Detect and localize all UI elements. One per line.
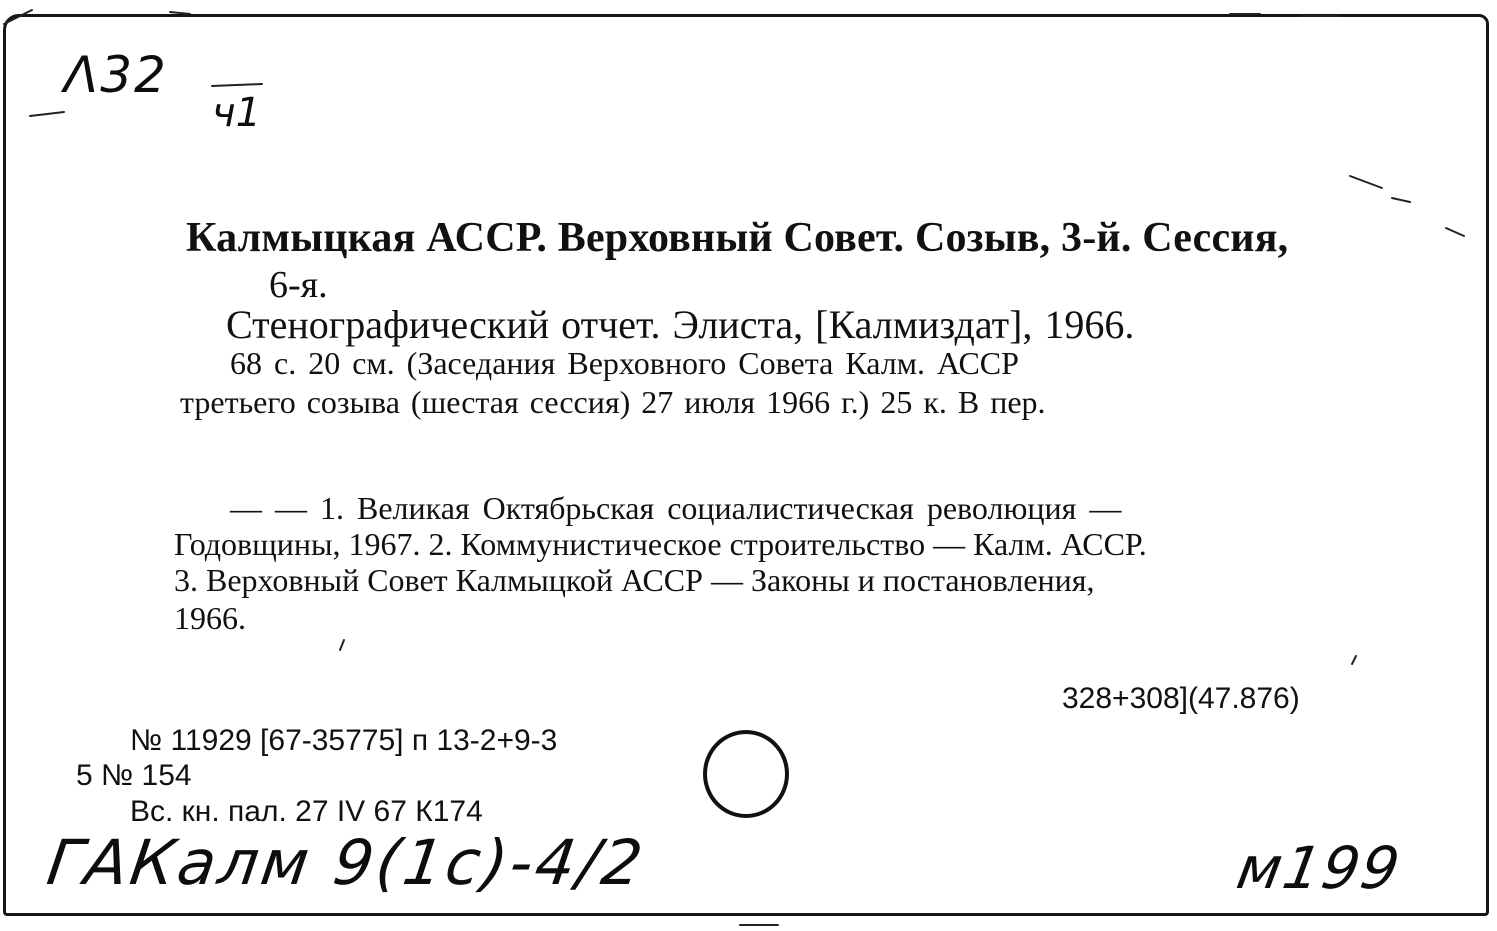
handwritten-inventory-number: м199 bbox=[1232, 834, 1407, 902]
scan-artifact-stroke bbox=[4, 10, 32, 24]
title-and-imprint: Стенографический отчет. Элиста, [Калмиздат], 1966. bbox=[226, 302, 1135, 347]
handwritten-shelf-fraction: ч1 bbox=[212, 90, 262, 136]
record-batch: 5 № 154 bbox=[76, 759, 192, 792]
physical-description-continuation: третьего созыва (шестая сессия) 27 июля 1966 г.) 25 к. В пер. bbox=[180, 384, 1046, 420]
scan-artifact-stroke bbox=[30, 112, 64, 116]
scan-artifact-stroke bbox=[1392, 198, 1410, 202]
record-chamber-note: Вс. кн. пал. 27 IV 67 К174 bbox=[130, 795, 483, 828]
subject-headings: — — 1. Великая Октябрьская социалистическая революция — bbox=[230, 490, 1122, 526]
card-heading-continuation: 6-я. bbox=[269, 264, 328, 306]
physical-description: 68 с. 20 см. (Заседания Верховного Совета Калм. АССР bbox=[230, 345, 1019, 381]
scan-artifact-stroke bbox=[340, 640, 344, 650]
handwritten-archive-note: ГАКалм 9(1с)-4/2 bbox=[42, 826, 650, 899]
fraction-bar bbox=[212, 84, 262, 86]
classification-code: 328+308](47.876) bbox=[1062, 682, 1300, 715]
scan-artifact-stroke bbox=[1350, 176, 1382, 188]
card-heading: Калмыцкая АССР. Верховный Совет. Созыв, 3-й. Сессия, bbox=[186, 215, 1289, 261]
subject-headings-line-4: 1966. bbox=[174, 600, 246, 636]
scan-artifact-stroke bbox=[1446, 228, 1464, 236]
subject-headings-line-2: Годовщины, 1967. 2. Коммунистическое строительство — Калм. АССР. bbox=[174, 526, 1147, 562]
handwritten-shelf-mark: Λ32 bbox=[64, 46, 168, 104]
record-number: № 11929 [67-35775] п 13-2+9-3 bbox=[130, 724, 558, 757]
scan-artifact-stroke bbox=[1352, 656, 1356, 664]
punch-hole-circle bbox=[703, 730, 789, 818]
scan-artifact-stroke bbox=[170, 12, 190, 14]
subject-headings-line-3: 3. Верховный Совет Калмыцкой АССР — Законы и постановления, bbox=[174, 562, 1095, 598]
